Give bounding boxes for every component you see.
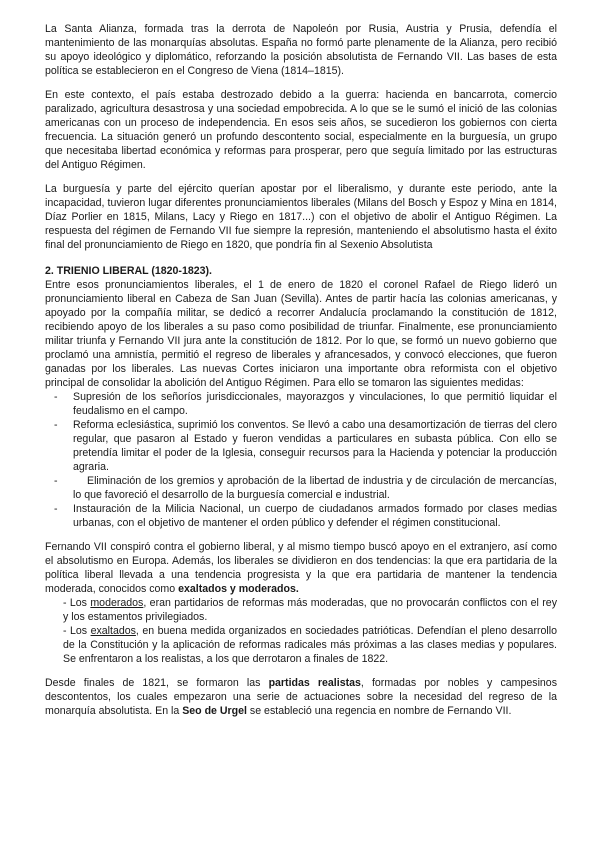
dash-bullet: - — [54, 503, 58, 515]
list-item: - Supresión de los señoríos jurisdiccionales, mayorazgos y vinculaciones, lo que permitió liquidar el feudalismo en el campo. — [54, 391, 557, 417]
section-paragraph-3: Desde finales de 1821, se formaron las partidas realistas, formadas por nobles y campesinos descontentos, los cuales empezaron una serie de actuaciones sobre la necesidad del regreso de la monarquía absolutista. En la Seo de Urgel se estableció una regencia en nombre de Fernando VII. — [45, 677, 557, 717]
intro-paragraph-2: En este contexto, el país estaba destrozado debido a la guerra: hacienda en bancarrota, comercio paralizado, agricultura desastrosa y una sociedad empobrecida. A lo que se le sumó el inició de las colonias americanas con un proceso de independencia. En esos seis años, se sucedieron los gobiernos con cierta frecuencia. La situación generó un profundo descontento social, especialmente en la burguesía, un grupo que necesitaba libertad económica y reformas para prosperar, pero que seguía limitado por las estructuras del Antiguo Régimen. — [45, 89, 557, 171]
exaltados-term: exaltados — [90, 625, 136, 637]
intro-paragraph-1: La Santa Alianza, formada tras la derrota de Napoleón por Rusia, Austria y Prusia, defendía el mantenimiento de las monarquías absolutas. España no formó parte plenamente de la Alianza, pero recibió su apoyo ideológico y diplomático, reforzando la posición absolutista de Fernando VII. Las bases de esta política se establecieron en el Congreso de Viena (1814–1815). — [45, 23, 557, 77]
list-item: - Instauración de la Milicia Nacional, un cuerpo de ciudadanos armados formado por clases medias urbanas, con el objetivo de mantener el orden público y defender el régimen constitucional. — [54, 503, 557, 529]
moderados-item: - Los moderados, eran partidarios de reformas más moderadas, que no provocarán conflictos con el rey y los estamentos privilegiados. — [63, 597, 557, 623]
section-paragraph-1: Entre esos pronunciamientos liberales, el 1 de enero de 1820 el coronel Rafael de Riego lideró un pronunciamiento liberal en Cabeza de San Juan (Sevilla). Antes de partir hacía las colonias americanas, y apoyado por la compañía militar, se dedicó a recorrer Andalucía proclamando la constitución de 1812, recibiendo apoyo de los liberales a su paso como posibilidad de triunfar. Finalmente, ese pronunciamiento militar triunfa y Fernando VII jura ante la constitución de 1812. Por lo que, se formó un nuevo gobierno que proclamó una amnistía, permitió el regreso de liberales y afrancesados, y convocó elecciones, que fueron ganadas por los liberales. Las nuevas Cortes iniciaron una importante obra reformista con el objetivo principal de consolidar la abolición del Antiguo Régimen. Para ello se tomaron las siguientes medidas: — [45, 279, 557, 389]
moderados-term: moderados — [90, 597, 144, 609]
section-heading: 2. TRIENIO LIBERAL (1820-1823). — [45, 265, 213, 277]
measures-list — [45, 390, 557, 530]
list-item: - Reforma eclesiástica, suprimió los conventos. Se llevó a cabo una desamortización de tierras del clero regular, que pasaron al Estado y fueron vendidas a particulares en subasta pública. Con ello se pretendía limitar el poder de la Iglesia, conseguir recursos para la Hacienda y potenciar la producción agraria. — [54, 419, 557, 473]
document-body — [45, 22, 557, 718]
section-paragraph-2: Fernando VII conspiró contra el gobierno liberal, y al mismo tiempo buscó apoyo en el extranjero, así como el absolutismo en Europa. Además, los liberales se dividieron en dos tendencias: la que era partidaria de la política liberal llevada a una tendencia progresista y la que era partidaria de mantener la tendencia moderada, conocidos como exaltados y moderados. — [45, 541, 557, 595]
dash-bullet: - — [54, 391, 58, 403]
intro-paragraph-3: La burguesía y parte del ejército querían apostar por el liberalismo, y durante este periodo, ante la incapacidad, tuvieron lugar diferentes pronunciamientos liberales (Milans del Bosch y Espoz y Mina en 1814, Díaz Porlier en 1815, Milans, Lacy y Riego en 1817...) con el objetivo de abolir el Antiguo Régimen. La respuesta del régimen de Fernando VII fue siempre la represión, manteniendo el absolutismo hasta el éxito final del pronunciamiento de Riego en 1820, que pondría fin al Sexenio Absolutista — [45, 183, 557, 251]
exaltados-item: - Los exaltados, en buena medida organizados en sociedades patrióticas. Defendían el pleno desarrollo de la Constitución y la aplicación de reformas radicales más próximas a las clases medias y populares. Se enfrentaron a los realistas, a los que derrotaron a finales de 1822. — [63, 625, 557, 665]
dash-bullet: - — [54, 475, 58, 487]
dash-bullet: - — [54, 419, 58, 431]
list-item: - Eliminación de los gremios y aprobación de la libertad de industria y de circulación de mercancías, lo que favoreció el desarrollo de la burguesía comercial e industrial. — [54, 475, 557, 501]
